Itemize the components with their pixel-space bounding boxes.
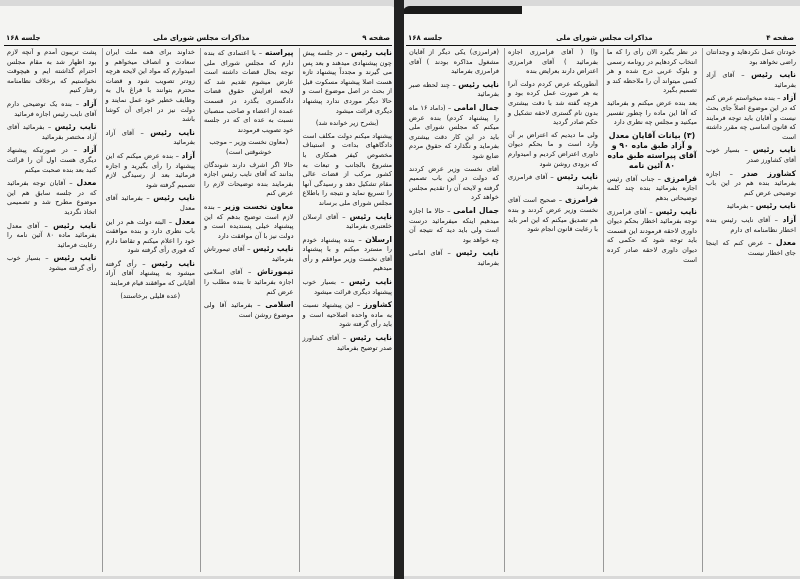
paragraph-text: خودتان عمل نکردهاید و وجدانتان راضی نخواهد بود [706,48,796,66]
speaker-name: فرامرزی [663,173,697,183]
paragraph [7,178,97,217]
left-page [0,6,396,576]
paragraph [607,174,697,204]
speaker-name: نایب رئیس [252,244,294,254]
paragraph [303,212,393,232]
paragraph-text: حالا اگر اشرف دارند شوندگان بدانند که آقای نایب رئیس اجازه بفرمایند بنده توضیحات لازم را عرض کنم [204,160,294,198]
paragraph-text: – بسیار خوب آقای کشاورز صدر [706,146,796,164]
publication-title: مذاکرات مجلس شورای ملی [556,34,653,42]
paragraph-text: – بنده عرض میکنم که این پیشنهاد را رأی بگیرید و اجازه فرمائید بعد از رسیدگی لازم تصمیم گرفته شود [105,151,195,189]
paragraph [204,48,294,135]
text-column [406,48,499,572]
paragraph-text: – آقای ارسلان خلعتبری بفرمائید [302,212,392,231]
page-number: صفحه ۴ [766,34,794,42]
speaker-name: معاون نخست وزیر [223,201,294,211]
page-header [408,32,794,44]
speaker-name: کشاورز [363,300,392,310]
speaker-name: نایب رئیس [348,277,392,287]
paragraph-text: پشت تریبون آمدم و آنچه لازم بود اظهار شد به مقام مجلس احترام گذاشته ایم و هیچوقت نخواستیم که برخلاف نظامنامه رفتار کنیم [7,48,97,95]
scan-shadow [402,6,522,14]
paragraph [706,169,796,199]
header-rule [406,45,796,46]
paragraph [303,300,393,330]
paragraph [706,93,796,142]
paragraph-text: – بنده یک توضیحی دارم آقای نایب رئیس اجازه فرمائید [7,99,97,118]
speaker-name: معدل [76,178,97,188]
speaker-name: آزاد [782,214,796,224]
text-column [4,48,97,572]
paragraph [106,128,196,148]
speaker-name: تیمورتاش [257,267,294,277]
paragraph [706,145,796,165]
speaker-name: فرامرزی [564,195,598,205]
paragraph-text: پیشنهاد میکنم دولت مکلف است دادگاههای بداءت و استیناف مخصوص کیفر همکاری با مشروع بالجانب و تبعات به کشور مرکب از قضات عالی مقام تشکیل دهد و رسیدگی آنها را تسریع نماید و نتیجه را باطلاع مجلس شورای ملی برساند [302,131,392,207]
paragraph [409,248,499,268]
paragraph [409,48,499,77]
paragraph [508,48,598,77]
speaker-name: نایب رئیس [351,48,392,57]
parenthetical-note: (معاون نخست وزیر – موجب خوشوقتی است) [209,138,289,156]
speaker-name: کشاورز صدر [741,168,796,178]
paragraph-text: – بفرمائید آقای آزاد مختصر بفرمائید [7,123,97,141]
paragraph [607,99,697,128]
paragraph [409,103,499,162]
speaker-name: نایب رئیس [150,127,195,137]
paragraph-text: آقای نخست وزیر عرض کردند که دولت در این باب تصمیم گرفته و لایحه آن را تقدیم مجلس خواهد کرد [409,164,499,202]
page-number: صفحه ۹ [362,34,390,42]
text-column [200,48,294,572]
speaker-name: نایب رئیس [751,70,796,80]
speaker-name: نایب رئیس [54,122,97,132]
session-number: جلسه ۱۶۸ [408,34,443,42]
paragraph-text: – رأی گرفته میشود به پیشنهاد آقای آزاد آقایانی که موافقند قیام فرمایند [105,259,195,288]
paragraph-text: – در صورتیکه پیشنهاد دیگری هست اول آن را قرائت کنید بعد بنده صحبت میکنم [7,146,97,174]
paragraph [204,267,294,297]
paragraph-text: – عرض کنم که اینجا جای اخطار نیست [706,239,796,257]
speaker-name: پیراسته [265,48,294,57]
speaker-name: نایب رئیس [53,253,97,263]
paragraph-text: – حالا ما اجازه میدهیم اینکه میفرمائید درست است ولی باید دید که نتیجه آن چه خواهد بود [409,206,499,244]
paragraph-text: – بفرمائید آقای معدل [105,194,195,212]
speaker-name: نایب رئیس [349,211,392,221]
speaker-name: آزاد [83,145,97,155]
paragraph [303,48,393,116]
speaker-name: نایب رئیس [151,258,195,268]
paragraph [508,172,598,192]
paragraph-text: – آقای اسلامی اجازه بفرمائید تا بنده مطلب را عرض کنم [204,268,294,296]
paragraph-text: – آقایان توجه بفرمائید که در جلسه سابق هم این موضوع مطرح شد و تصمیمی اتخاذ نگردید [7,179,97,216]
speaker-name: معدل [776,238,796,248]
page-header [6,32,390,44]
paragraph [409,80,499,100]
paragraph [204,202,294,241]
paragraph [607,48,697,96]
paragraph [508,131,598,169]
paragraph [7,99,97,119]
paragraph-text: – البته دولت هم در این باب نظری دارد و بنده موافقت خود را اعلام میکنم و تقاضا دارم که فوری رأی گرفته شود [105,217,195,255]
paragraph-text: آنطوریکه عرض کردم دولت آنرا به هر صورت عمل کرده بود و هرچه گفته شد با دقت بیشتری بدون نام گستری لاحقه تشکیل و حکم صادر گردید [508,79,598,127]
paragraph-text: – اجازه بفرمائید بنده هم در این باب توضیحی عرض کنم [706,169,796,197]
speaker-name: نایب رئیس [556,172,598,182]
header-rule [4,45,392,46]
paragraph-text: – با اعتمادی که بنده دارم که مجلس شورای ملی توجه بحال قضات داشته است عارض میشوم تقدیم شد که لایحه افزایش حقوق قضات دادگستری بگذرد در قسمت عمده از اعضاء و صاحب منصبان نسبت به عده ای که در جلسه خود تصویب فرمودند [204,49,294,134]
text-column [102,48,196,572]
paragraph [607,207,697,266]
section-heading: (۳) بیانات آقایان معدل و آزاد طبق ماده ۹۰ و آقای پیراسته طبق ماده ۸۰ آئین نامه [607,130,697,170]
paragraph-text: خداوند برای همه ملت ایران سعادت و انصاف میخواهم و امیدوارم که مواد این لایحه هرچه زودتر تصویب شود و قضات محترم بتوانند با فراغ بال به وظایف خطیر خود عمل نمایند و دولت نیز در اجرای آن کوشا باشد [105,48,195,124]
paragraph-text: در نظر بگیرد الان رأی را که ما انتخاب کردهایم در رونامه رسمی و بلوک عربی درج شده و هر کسی میتواند آن را ملاحظه کند و تصمیم بگیرد [607,48,697,95]
text-column [603,48,697,572]
speaker-name: نایب رئیس [655,206,697,216]
speaker-name: جمال امامی [453,102,499,112]
speaker-name: جمال امامی [453,205,499,215]
paragraph-text: – آقای نایب رئیس بنده اخطار نظامنامه ای دارم [706,215,796,234]
speaker-name: نایب رئیس [53,220,97,230]
paragraph-text: – جناب آقای رئیس اجازه بفرمائید بنده چند کلمه توضیحاتی بدهم [607,174,697,202]
paragraph [7,48,97,96]
paragraph [303,132,393,209]
paragraph [706,201,796,212]
paragraph [508,80,598,128]
text-columns [4,48,392,572]
paragraph-text: – آقای معدل بفرمائید ماده ۸۰ آئین نامه را رعایت فرمائید [7,221,97,249]
paragraph [706,48,796,67]
speaker-name: نایب رئیس [752,145,796,155]
paragraph-text: – بسیار خوب پیشنهاد دیگری قرائت میشود [302,278,392,296]
paragraph-text: – بنده لازم است توضیح بدهم که این پیشنهاد خیلی پسندیده است و دولت نیز با آن موافقت دارد [204,202,294,240]
paragraph [706,215,796,235]
speaker-name: آزاد [181,150,195,160]
paragraph [706,70,796,90]
paragraph-text: – آقای آزاد بفرمائید [105,128,195,147]
session-number: جلسه ۱۶۸ [6,34,41,42]
paragraph [303,333,393,353]
paragraph-text: – بسیار خوب رأی گرفته میشود [7,254,97,272]
paragraph [7,145,97,175]
paragraph [508,195,598,234]
paragraph-text: – چند لحظه صبر بفرمائید [409,80,499,99]
paragraph [204,161,294,199]
text-columns [406,48,796,572]
paragraph [303,235,393,274]
paragraph-text: – آقای فرامرزی بفرمائید [508,173,598,191]
paragraph [204,300,294,320]
paragraph-text: – آقای تیمورتاش بفرمائید [204,245,294,263]
speaker-name: نایب رئیس [455,248,499,258]
paragraph [7,253,97,273]
speaker-name: نایب رئیس [755,201,796,211]
paragraph-text: – (داماد ۱۶ ماه را پیشنهاد کردم) بنده عرض میکنم که مجلس شورای ملی باید در این کار دقت بیشتری بفرماید و نگذارد که حقوق مردم ضایع شود [409,103,499,160]
book-gutter [394,0,404,579]
speaker-name: معدل [175,216,195,226]
publication-title: مذاکرات مجلس شورای ملی [153,34,250,42]
text-column [299,48,393,572]
paragraph-text: بعد بنده عرض میکنم و بفرمائید که آقا این ماده را چطور تفسیر میکنید و مجلس چه نظری دارد [607,98,697,127]
speaker-name: آزاد [83,98,97,108]
paragraph [7,221,97,251]
parenthetical-note: (عده قلیلی برخاستند) [120,291,181,300]
speaker-name: نایب رئیس [349,333,392,343]
paragraph [106,48,196,125]
paragraph [409,165,499,203]
paragraph [204,244,294,264]
speaker-name: آزاد [782,93,796,103]
right-page [402,6,800,576]
paragraph [706,238,796,258]
speaker-name: ارسلان [365,234,392,244]
parenthetical-note: (بشرح زیر خوانده شد) [315,119,379,128]
paragraph-text: – در جلسه پیش چون پیشنهادی میدهند و بعد پس می گیرند و مجدداً پیشنهاد تازه هست اصلا پیشنهاد مسکوت قبل از بحث در اصل موضوع است و حالا دیگر موردی ندارد پیشنهاد دیگری قرائت میشود [302,49,392,115]
paragraph-text: – آقای کشاورز صدر توضیح بفرمائید [302,334,392,352]
paragraph-text: – این پیشنهاد نسبت به ماده واحده اصلاحیه است و باید رأی گرفته شود [302,301,392,329]
paragraph [106,193,196,213]
speaker-name: نایب رئیس [458,79,499,89]
speaker-name: اسلامی [265,300,294,310]
paragraph-text: – بفرمائید [726,202,754,211]
paragraph [409,206,499,245]
paragraph [303,277,393,297]
paragraph [7,122,97,142]
paragraph-text: – آقای فرامرزی توجه بفرمائید اخطار بحکم دیوان داوری لاحقه فرمودند این قسمت باید توجه شود که حکمی که دیوان داوری لاحقه صادر کرده است [607,207,697,264]
paragraph-text: – آقای امامی بفرمائید [409,249,499,267]
paragraph [106,217,196,256]
paragraph-text: – آقای آزاد بفرمائید [706,71,796,89]
text-column [504,48,598,572]
paragraph-text: (فرامرزی) یکی دیگر از آقایان مشغول مذاکره بودند ) آقای فرامرزی بفرمائید [409,48,499,76]
text-column [702,48,796,572]
paragraph-text: – بنده پیشنهاد خودم را مسترد میکنم و با پیشنهاد آقای نخست وزیر موافقم و رأی میدهیم [302,235,392,273]
paragraph-text: – بفرمائید آقا ولی موضوع روشن است [204,301,294,319]
paragraph-text: – صحیح است آقای نخست وزیر عرض کردند و بنده هم تصدیق میکنم که این امر باید با رعایت قانون انجام شود [508,196,598,234]
paragraph-text: – بنده میخواستم عرض کنم که در این موضوع اصلاً جای بحث نیست و آقایان باید توجه فرمایند که قانون اساسی چه مقرر داشته است [706,94,796,141]
paragraph-text: وا) ( آقای فرامرزی اجازه بفرمائید ) آقای فرامرزی اعتراض دارند بعرایض بنده [508,48,598,76]
paragraph [106,259,196,289]
speaker-name: نایب رئیس [153,193,195,203]
paragraph-text: ولی ما دیدیم که اعتراض بر آن وارد است و ما بحکم دیوان داوری اعتراض کردیم و امیدوارم که بزودی روشن شود [508,130,598,168]
paragraph [106,151,196,190]
